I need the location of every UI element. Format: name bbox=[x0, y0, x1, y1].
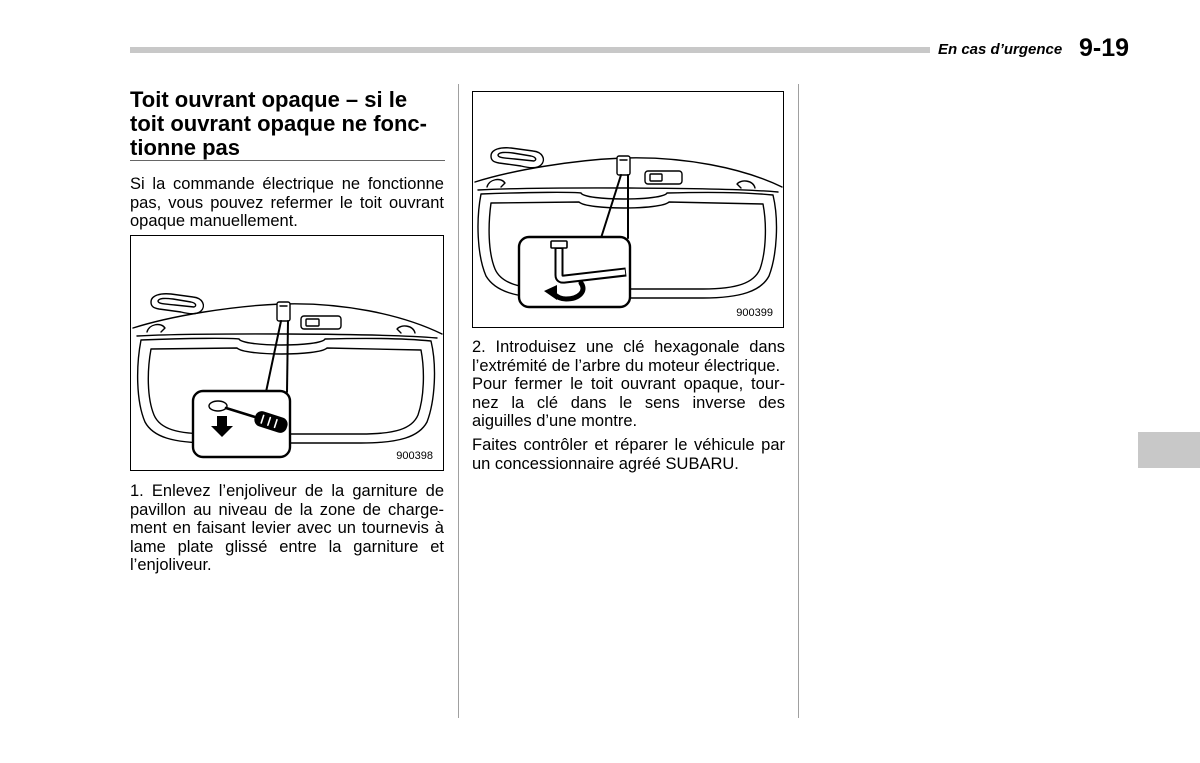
step-2-paragraph bbox=[472, 338, 785, 375]
text-line: pas, vous pouvez refermer le toit ouvrant bbox=[130, 193, 444, 212]
heading-line: Toit ouvrant opaque – si le bbox=[130, 87, 408, 112]
trim-cap-opening bbox=[617, 156, 630, 175]
dealer-service-paragraph bbox=[472, 436, 785, 473]
section-title: En cas d’urgence bbox=[938, 41, 1063, 58]
chapter-thumb-tab bbox=[1138, 432, 1200, 468]
header-bar bbox=[130, 47, 930, 53]
tie-down-hooks bbox=[487, 180, 755, 188]
column-rule-right bbox=[798, 84, 799, 718]
cargo-lamp bbox=[645, 171, 682, 184]
heading-line: tionne pas bbox=[130, 135, 241, 160]
text-line: opaque manuellement. bbox=[130, 212, 298, 230]
text-line: l’enjoliveur. bbox=[130, 556, 212, 574]
figure-remove-trim-cap bbox=[130, 235, 444, 471]
column-rule-left bbox=[458, 84, 459, 718]
figure-hex-key bbox=[472, 91, 784, 328]
illustration-trim-cap-removal bbox=[131, 236, 443, 470]
text-line: Si la commande électrique ne fonctionne bbox=[130, 175, 444, 193]
assist-grip bbox=[491, 148, 543, 168]
text-line: nez la clé dans le sens inverse des bbox=[472, 393, 785, 412]
text-line: pavillon au niveau de la zone de charge- bbox=[130, 500, 444, 519]
text-line: l’extrémité de l’arbre du moteur électrique. bbox=[472, 356, 781, 375]
figure-label: 900398 bbox=[396, 450, 433, 462]
text-line: ment en faisant levier avec un tournevis à bbox=[130, 519, 444, 537]
page-number: 9-19 bbox=[1079, 34, 1130, 62]
text-line: Pour fermer le toit ouvrant opaque, tour- bbox=[472, 375, 785, 393]
illustration-hex-key-operation bbox=[473, 92, 783, 327]
callout-lines bbox=[266, 321, 288, 392]
text-line: 2. Introduisez une clé hexagonale dans bbox=[472, 338, 785, 356]
figure-label: 900399 bbox=[736, 307, 773, 319]
section-heading bbox=[130, 88, 445, 161]
text-line: Faites contrôler et réparer le véhicule par bbox=[472, 436, 785, 454]
step-1-paragraph bbox=[130, 482, 444, 575]
intro-paragraph bbox=[130, 175, 444, 231]
cargo-lamp bbox=[301, 316, 341, 329]
trim-cap bbox=[277, 302, 290, 321]
heading-line: toit ouvrant opaque ne fonc- bbox=[130, 111, 427, 136]
assist-grip bbox=[151, 294, 203, 314]
text-line: aiguilles d’une montre. bbox=[472, 412, 638, 430]
callout-lines bbox=[601, 175, 628, 238]
text-line: 1. Enlevez l’enjoliveur de la garniture de bbox=[130, 482, 444, 500]
close-instructions-paragraph bbox=[472, 375, 785, 431]
text-line: lame plate glissé entre la garniture et bbox=[130, 537, 444, 556]
text-line: un concessionnaire agréé SUBARU. bbox=[472, 454, 739, 473]
